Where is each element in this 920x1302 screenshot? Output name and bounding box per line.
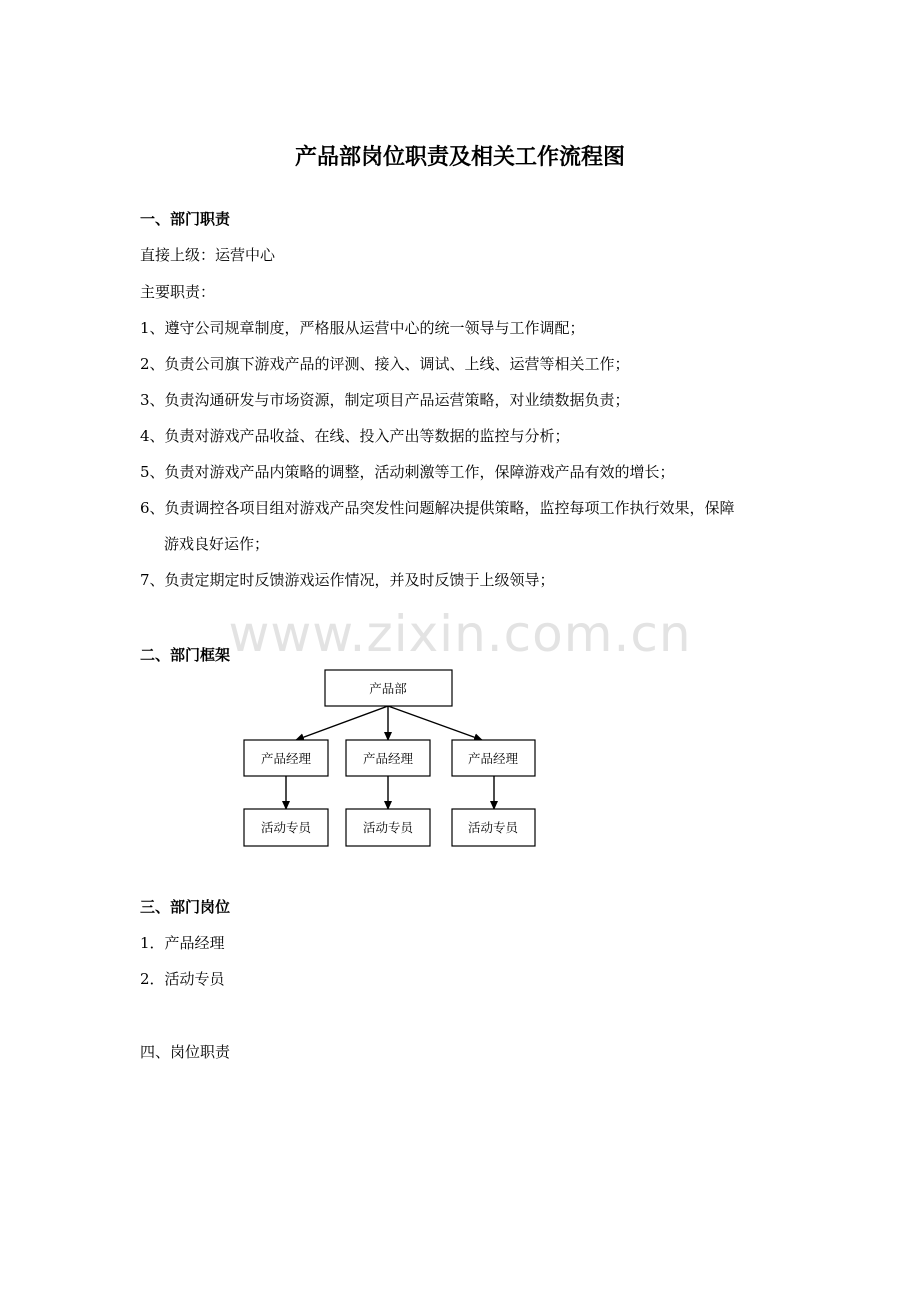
- section-heading-dept-structure: 二、部门框架: [140, 646, 231, 664]
- connector-arrow: [388, 706, 482, 740]
- section-heading-dept-positions: 三、部门岗位: [140, 898, 231, 916]
- duty-item: 3、负责沟通研发与市场资源，制定项目产品运营策略，对业绩数据负责；: [140, 391, 630, 409]
- org-node-manager: [346, 740, 430, 776]
- section-heading-position-duties: 四、岗位职责: [140, 1043, 231, 1061]
- section-heading-dept-duties: 一、部门职责: [140, 210, 231, 228]
- watermark: www.zixin.com.cn: [228, 605, 692, 663]
- org-node-label: 活动专员: [467, 820, 519, 835]
- org-node-manager: [452, 740, 535, 776]
- direct-superior: 直接上级：运营中心: [140, 246, 276, 264]
- org-node-label: 产品经理: [362, 751, 414, 766]
- duty-item: 2、负责公司旗下游戏产品的评测、接入、调试、上线、运营等相关工作；: [140, 355, 630, 373]
- org-node-specialist: [244, 809, 328, 846]
- connector-arrow: [296, 706, 388, 740]
- duty-item: 7、负责定期定时反馈游戏运作情况，并及时反馈于上级领导；: [140, 571, 555, 589]
- duty-item: 1、遵守公司规章制度，严格服从运营中心的统一领导与工作调配；: [140, 319, 585, 337]
- org-node-specialist: [346, 809, 430, 846]
- duty-item-6-line2: 游戏良好运作；: [164, 535, 270, 553]
- page-title: 产品部岗位职责及相关工作流程图: [294, 145, 625, 170]
- position-item: 1．产品经理: [140, 934, 225, 952]
- org-node-label: 产品经理: [260, 751, 312, 766]
- position-item: 2．活动专员: [140, 970, 225, 988]
- org-node-label: 活动专员: [362, 820, 414, 835]
- org-node-root: [325, 670, 452, 706]
- org-node-label: 产品经理: [467, 751, 519, 766]
- org-node-specialist: [452, 809, 535, 846]
- org-node-label: 活动专员: [260, 820, 312, 835]
- org-node-manager: [244, 740, 328, 776]
- main-duties-label: 主要职责：: [140, 283, 216, 301]
- org-node-label: 产品部: [369, 681, 407, 696]
- duty-item-6-line1: 6、负责调控各项目组对游戏产品突发性问题解决提供策略，监控每项工作执行效果，保障: [140, 499, 735, 517]
- duty-item: 5、负责对游戏产品内策略的调整，活动刺激等工作，保障游戏产品有效的增长；: [140, 463, 675, 481]
- duty-item: 4、负责对游戏产品收益、在线、投入产出等数据的监控与分析；: [140, 427, 570, 445]
